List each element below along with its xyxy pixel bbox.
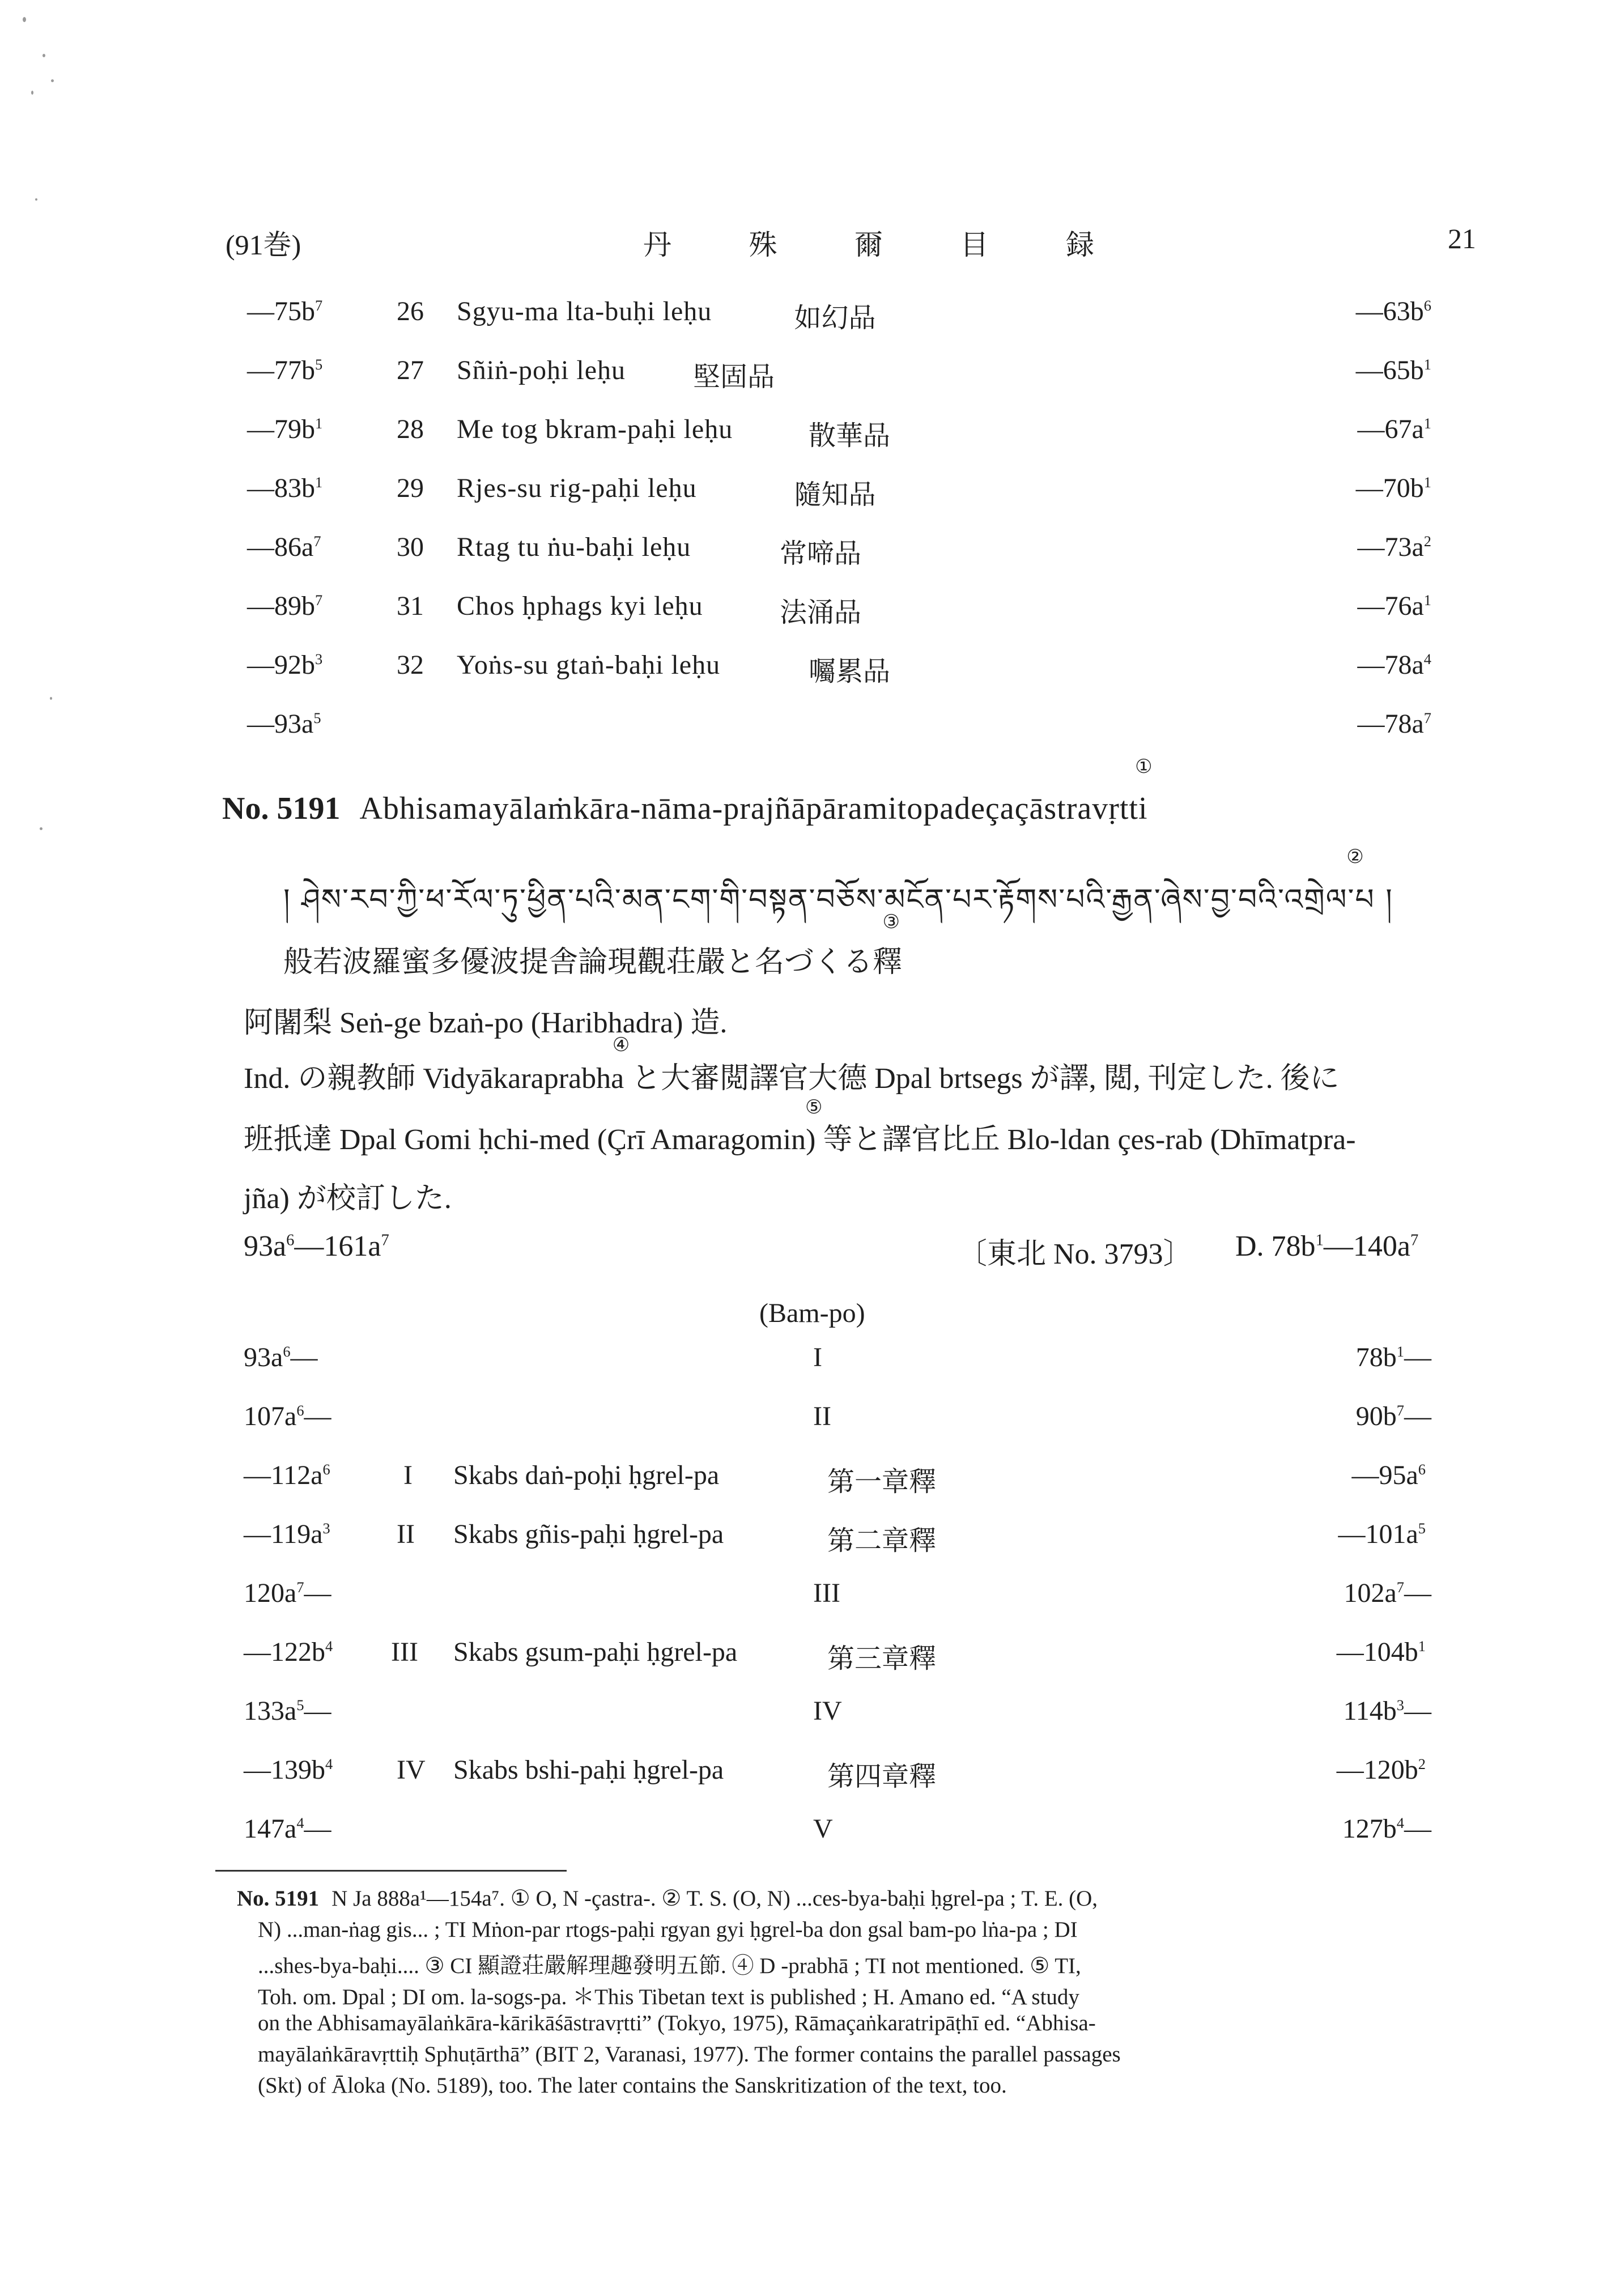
folio-page: —63b [1355, 296, 1424, 326]
folio-page: —78a [1357, 650, 1424, 680]
folio [1337, 1637, 1426, 1667]
folio [1356, 1342, 1431, 1372]
footnote-line [258, 1979, 1079, 2011]
folio-line: 4 [296, 1814, 304, 1831]
folio-page: —120b [1336, 1755, 1418, 1785]
folio-page: 102a [1344, 1578, 1397, 1608]
desc-2a: 班扺達 Dpal Gomi ḥchi-med [244, 1124, 597, 1156]
bampo-end-folio [1356, 1401, 1431, 1432]
entry-title: Abhisamayālaṁkāra-nāma-prajñāpāramitopadeçaçāstravṛtti [359, 791, 1148, 826]
folio-line: 4 [325, 1755, 333, 1772]
chapter-roman: I [403, 1460, 413, 1490]
chapter-kanji: 第二章釋 [827, 1526, 937, 1556]
folio [244, 1696, 331, 1726]
chapter-start-folio [247, 532, 321, 563]
folio-line: 4 [1396, 1814, 1404, 1831]
bampo-start-folio [244, 1754, 333, 1785]
chapter-roman: IV [397, 1755, 426, 1785]
japanese-title-text: 般若波羅蜜多優波提舎論現觀荘嚴と名づくる釋 [283, 946, 903, 979]
chapter-kanji: 第三章釋 [827, 1644, 937, 1674]
folio [247, 650, 322, 680]
bampo-row [0, 1695, 1624, 1735]
folio [1356, 296, 1431, 326]
folio-line: 7 [1396, 1402, 1404, 1419]
description-line-1 [244, 1035, 1340, 1096]
chapter-roman: III [391, 1637, 418, 1667]
derge-start-line: 1 [1315, 1231, 1324, 1249]
folio-line: 7 [1396, 1579, 1404, 1596]
folio-range [244, 1230, 389, 1263]
folio [244, 1755, 333, 1785]
chapter-kanji: 散華品 [809, 421, 891, 451]
folio-line: 6 [1423, 297, 1431, 314]
folio-dash: — [304, 1814, 331, 1844]
scan-speck [31, 91, 33, 95]
folio-page: —101a [1338, 1519, 1418, 1549]
range-start-line: 6 [286, 1231, 295, 1249]
footnote-line [258, 2010, 1096, 2036]
chapter-start-folio [247, 590, 322, 622]
folio [244, 1814, 331, 1844]
chapter-start-folio [247, 355, 322, 386]
chapter-kanji: 法涌品 [780, 598, 862, 628]
chapter-kanji: 如幻品 [794, 303, 876, 333]
bampo-end-folio [1344, 1695, 1431, 1727]
chapter-row [0, 414, 1624, 453]
derge-end: —140a [1323, 1230, 1410, 1262]
folio-page: 120a [244, 1578, 297, 1608]
folio-page: —139b [244, 1755, 325, 1785]
folio-page: 127b [1342, 1814, 1397, 1844]
folio-page: —112a [244, 1460, 323, 1490]
folio-line: 5 [1418, 1520, 1426, 1537]
footnote-label: No. 5191 [237, 1886, 320, 1911]
note-mark-4: ④ [612, 1035, 630, 1056]
bampo-roman: I [813, 1342, 822, 1372]
scan-speck [51, 79, 54, 82]
chapter-title: Sgyu-ma lta-buḥi leḥu [457, 296, 712, 326]
chapter-end-folio [1357, 649, 1431, 681]
entry-number: No. 5191 [222, 791, 341, 826]
translator-name: Vidyākaraprabha [423, 1062, 624, 1095]
folio-line: 3 [322, 1520, 330, 1537]
folio-line: 7 [313, 533, 321, 550]
volume-label: (91巻) [226, 229, 301, 261]
folio-dash: — [1404, 1401, 1431, 1431]
footnote-line [237, 1886, 1098, 1911]
bampo-end-folio [1351, 1460, 1426, 1491]
chapter-row [0, 473, 1624, 512]
folio-page: 78b [1355, 1342, 1397, 1372]
footnote-text: on the Abhisamayālaṅkāra-kārikāśāstravṛtti” (Tokyo, 1975), Rāmaçaṅkaratripāṭhī ed. “Abhisa- [258, 2011, 1096, 2035]
folio-line: 7 [1423, 709, 1431, 726]
chapter-end-folio [1356, 355, 1431, 386]
folio [244, 1401, 331, 1431]
folio-line: 7 [315, 297, 323, 314]
chapter-start-folio [247, 473, 322, 504]
folio-dash: — [1404, 1696, 1431, 1726]
chapter-kanji: 常啼品 [780, 539, 862, 569]
chapter-end-folio [1357, 414, 1431, 445]
derge-start: D. 78b [1235, 1230, 1316, 1262]
folio-line: 6 [296, 1402, 304, 1419]
chapter-kanji: 堅固品 [693, 362, 775, 392]
chapter-end-folio [1356, 296, 1431, 327]
folio [1337, 1755, 1426, 1785]
folio [247, 473, 322, 503]
chapter-number: 30 [397, 532, 424, 562]
folio-line: 7 [296, 1579, 304, 1596]
footnote-line [258, 2073, 1007, 2098]
chapter-end-folio [1357, 708, 1431, 739]
chapter-title: Rjes-su rig-paḥi leḥu [457, 473, 697, 503]
tohoku-ref: 〔東北 No. 3793〕 [958, 1238, 1193, 1270]
folio [244, 1519, 330, 1549]
folio [244, 1637, 333, 1667]
chapter-end-folio [1357, 590, 1431, 622]
chapter-kanji: 第一章釋 [827, 1467, 937, 1497]
folio-line: 1 [1423, 415, 1431, 432]
folio-page: 90b [1355, 1401, 1397, 1431]
folio-line: 1 [315, 474, 323, 491]
range-end: —161a [294, 1230, 381, 1262]
bampo-row [0, 1342, 1624, 1381]
footnote-rule [215, 1870, 567, 1872]
description-line-2 [244, 1097, 1356, 1158]
folio [1344, 1696, 1431, 1726]
footnote-text: Toh. om. Dpal ; DI om. la-sogs-pa. ＊This Tibetan text is published ; H. Amano ed. “A study [258, 1985, 1079, 2009]
folio-page: —86a [247, 532, 314, 562]
folio-page: —93a [247, 709, 314, 739]
folio-line: 1 [1423, 356, 1431, 373]
bampo-end-folio [1338, 1519, 1426, 1550]
folio-page: —92b [247, 650, 315, 680]
folio-dash: — [1404, 1814, 1431, 1844]
folio-page: —119a [244, 1519, 323, 1549]
footnote-text: N Ja 888a¹—154a⁷. ① O, N -çastra-. ② T. S. (O, N) ...ces-bya-baḥi ḥgrel-pa ; T. E. (O, [331, 1886, 1098, 1911]
bampo-row [0, 1578, 1624, 1617]
folio-line: 4 [325, 1638, 333, 1655]
folio-page: 114b [1343, 1696, 1397, 1726]
bampo-start-folio [244, 1342, 318, 1373]
chapter-number: 32 [397, 650, 424, 680]
bampo-end-folio [1337, 1754, 1426, 1785]
chapter-start-folio [247, 414, 322, 445]
bampo-start-folio [244, 1695, 331, 1727]
bampo-row [0, 1636, 1624, 1676]
folio [1344, 1578, 1431, 1608]
folio-line: 5 [296, 1697, 304, 1714]
scan-speck [35, 198, 37, 201]
folio-page: —75b [247, 296, 315, 326]
page-title: 丹 殊 爾 目 録 [643, 229, 1129, 261]
folio [247, 591, 322, 621]
derge-end-line: 7 [1410, 1231, 1419, 1249]
folio [247, 414, 322, 444]
folio-page: —83b [247, 473, 315, 503]
folio-dash: — [304, 1401, 331, 1431]
chapter-row [0, 649, 1624, 689]
footnote-text: ...shes-bya-baḥi.... ③ CI 顯證荘嚴解理趣發明五節. ④ D -prabhā ; TI not mentioned. ⑤ TI, [258, 1954, 1081, 1978]
folio [1357, 532, 1431, 562]
desc-1a: Ind. の親教師 [244, 1062, 423, 1095]
folio-line: 5 [313, 709, 321, 726]
bampo-start-folio [244, 1460, 330, 1491]
folio [247, 296, 322, 326]
folio-dash: — [290, 1342, 318, 1372]
folio-line: 1 [315, 415, 323, 432]
footnote-line [258, 1917, 1078, 1942]
bampo-row [0, 1401, 1624, 1440]
folio [244, 1460, 330, 1490]
chapter-number: 28 [397, 414, 424, 444]
folio [244, 1578, 331, 1608]
folio [1357, 709, 1431, 739]
footnote-line [258, 1948, 1081, 1980]
chapter-number: 31 [397, 591, 424, 621]
chapter-number: 26 [397, 296, 424, 326]
bampo-roman: II [813, 1401, 831, 1431]
scan-speck [42, 54, 45, 57]
folio-dash: — [1404, 1578, 1431, 1608]
reviser-name: (Çrī Amaragomin) [597, 1124, 816, 1156]
chapter-roman: II [397, 1519, 415, 1549]
chapter-commentary: Skabs gñis-paḥi ḥgrel-pa [453, 1519, 724, 1549]
chapter-title: Rtag tu ṅu-baḥi leḥu [457, 532, 691, 562]
folio-line: 7 [315, 592, 323, 609]
folio-page: 133a [244, 1696, 297, 1726]
chapter-number: 29 [397, 473, 424, 503]
folio-page: —65b [1355, 355, 1424, 385]
desc-2b: 等と譯官比丘 Blo-ldan çes-rab (Dhīmatpra- [815, 1124, 1356, 1156]
folio-line: 1 [1418, 1638, 1426, 1655]
folio [247, 709, 321, 739]
folio [247, 355, 322, 385]
chapter-row [0, 590, 1624, 630]
chapter-commentary: Skabs bshi-paḥi ḥgrel-pa [453, 1755, 724, 1785]
folio-line: 6 [283, 1343, 291, 1360]
chapter-end-folio [1356, 473, 1431, 504]
chapter-title: Yoṅs-su gtaṅ-baḥi leḥu [457, 650, 721, 680]
chapter-title: Me tog bkram-paḥi leḥu [457, 414, 733, 444]
chapter-title: Chos ḥphags kyi leḥu [457, 591, 703, 621]
folio-page: —67a [1357, 414, 1424, 444]
bampo-end-folio [1337, 1636, 1426, 1668]
folio [1356, 1401, 1431, 1431]
japanese-title [283, 912, 903, 980]
folio-dash: — [304, 1696, 331, 1726]
bampo-row [0, 1519, 1624, 1558]
chapter-row [0, 708, 1624, 748]
bampo-end-folio [1344, 1578, 1431, 1609]
folio-dash: — [304, 1578, 331, 1608]
bampo-end-folio [1356, 1342, 1431, 1373]
note-mark-2: ② [1346, 847, 1365, 868]
chapter-kanji: 第四章釋 [827, 1762, 937, 1792]
chapter-commentary: Skabs gsum-paḥi ḥgrel-pa [453, 1637, 738, 1667]
folio-line: 6 [322, 1461, 330, 1478]
chapter-row [0, 532, 1624, 571]
folio-line: 2 [1418, 1755, 1426, 1772]
folio-line: 3 [315, 650, 323, 667]
bampo-row [0, 1460, 1624, 1499]
folio-line: 2 [1423, 533, 1431, 550]
bampo-row [0, 1754, 1624, 1794]
folio-line: 1 [1423, 474, 1431, 491]
folio-page: 107a [244, 1401, 297, 1431]
tibetan-title-text: ། ཤེས་རབ་ཀྱི་ཕ་རོལ་ཏུ་ཕྱིན་པའི་མན་ངག་གི་བསྟན་བཅོས་མངོན་པར་རྟོགས་པའི་རྒྱན་ཞེས་བྱ་བའི་འགྲེལ་པ ། [283, 883, 1393, 917]
folio-page: —77b [247, 355, 315, 385]
scan-speck [40, 827, 42, 830]
bampo-roman: V [813, 1814, 833, 1844]
folio-page: 93a [244, 1342, 283, 1372]
chapter-start-folio [247, 296, 322, 327]
folio-line: 3 [1396, 1697, 1404, 1714]
folio-dash: — [1404, 1342, 1431, 1372]
folio-page: —79b [247, 414, 315, 444]
range-start: 93a [244, 1230, 287, 1262]
chapter-title: Sñiṅ-poḥi leḥu [457, 355, 626, 385]
folio-page: —76a [1357, 591, 1424, 621]
bampo-start-folio [244, 1636, 333, 1668]
entry-heading [222, 756, 1153, 827]
folio-page: —78a [1357, 709, 1424, 739]
bampo-start-folio [244, 1813, 331, 1844]
footnote-line [258, 2042, 1121, 2067]
author-line: 阿闍梨 Seṅ-ge bzaṅ-po (Haribhadra) 造. [244, 1007, 728, 1039]
bampo-roman: III [813, 1578, 840, 1608]
scan-speck [23, 17, 26, 22]
footnote-text: mayālaṅkāravṛttiḥ Sphuṭārthā” (BIT 2, Varanasi, 1977). The former contains the parallel passages [258, 2042, 1121, 2067]
folio [247, 532, 321, 562]
folio [244, 1342, 318, 1372]
derge-range [1235, 1230, 1418, 1263]
note-mark-1: ① [1135, 756, 1153, 777]
folio-page: 147a [244, 1814, 297, 1844]
range-end-line: 7 [381, 1231, 389, 1249]
note-mark-5: ⑤ [805, 1097, 823, 1118]
folio [1338, 1519, 1426, 1549]
footnote-text: N) ...man-ṅag gis... ; TI Mṅon-par rtogs-paḥi rgyan gyi ḥgrel-ba don gsal bam-po lṅa-pa ; DI [258, 1917, 1078, 1942]
chapter-row [0, 355, 1624, 394]
folio [1357, 414, 1431, 444]
folio-line: 1 [1423, 592, 1431, 609]
desc-1b: と大審閲譯官大德 Dpal brtsegs が譯, 閲, 刊定した. 後に [624, 1062, 1340, 1095]
folio [1356, 473, 1431, 503]
folio [1351, 1460, 1426, 1490]
chapter-kanji: 隨知品 [794, 480, 876, 510]
folio [1357, 591, 1431, 621]
bampo-start-folio [244, 1519, 330, 1550]
chapter-start-folio [247, 649, 322, 681]
folio-page: —70b [1355, 473, 1424, 503]
footnote-text: (Skt) of Āloka (No. 5189), too. The later contains the Sanskritization of the text, too. [258, 2073, 1007, 2098]
folio-page: —95a [1351, 1460, 1418, 1490]
scan-speck [50, 697, 52, 700]
folio-page: —73a [1357, 532, 1424, 562]
folio [1342, 1814, 1431, 1844]
bampo-row [0, 1813, 1624, 1853]
note-mark-3: ③ [882, 912, 900, 933]
bampo-end-folio [1342, 1813, 1431, 1844]
folio-line: 5 [315, 356, 323, 373]
folio-page: —104b [1336, 1637, 1418, 1667]
bampo-heading: (Bam-po) [759, 1298, 865, 1328]
description-line-3: jña) が校訂した. [244, 1183, 452, 1215]
folio-line: 1 [1396, 1343, 1404, 1360]
chapter-commentary: Skabs daṅ-poḥi ḥgrel-pa [453, 1460, 720, 1490]
folio-page: —122b [244, 1637, 325, 1667]
chapter-kanji: 囑累品 [809, 657, 891, 687]
chapter-row [0, 296, 1624, 335]
folio-line: 4 [1423, 650, 1431, 667]
folio [1356, 355, 1431, 385]
chapter-end-folio [1357, 532, 1431, 563]
bampo-roman: IV [813, 1696, 842, 1726]
page-number: 21 [1448, 223, 1476, 254]
folio [1357, 650, 1431, 680]
bampo-start-folio [244, 1578, 331, 1609]
folio-line: 6 [1418, 1461, 1426, 1478]
bampo-start-folio [244, 1401, 331, 1432]
chapter-number: 27 [397, 355, 424, 385]
chapter-start-folio [247, 708, 321, 739]
folio-page: —89b [247, 591, 315, 621]
